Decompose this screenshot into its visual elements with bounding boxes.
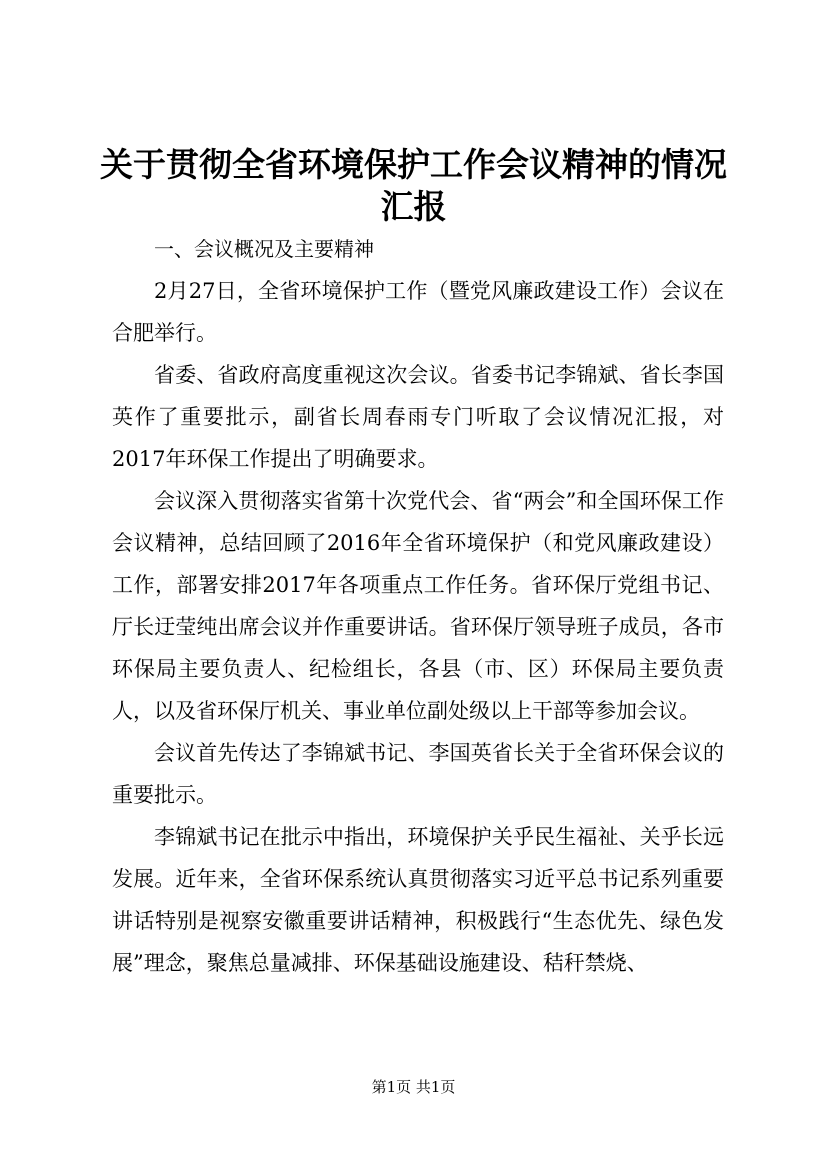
document-body [112, 228, 724, 984]
document-title: 关于贯彻全省环境保护工作会议精神的情况汇报 [100, 145, 727, 226]
page-number-footer: 第1页 共1页 [371, 1078, 456, 1096]
paragraph-4: 会议首先传达了李锦斌书记、李国英省长关于全省环保会议的重要批示。 [112, 741, 724, 807]
paragraph-1: 2月27日，全省环境保护工作（暨党风廉政建设工作）会议在合肥举行。 [112, 279, 724, 345]
paragraph-5: 李锦斌书记在批示中指出，环境保护关乎民生福祉、关乎长远发展。近年来，全省环保系统认真贯彻落实习近平总书记系列重要讲话特别是视察安徽重要讲话精神，积极践行“生态优先、绿色发展”理念，聚焦总量减排、环保基础设施建设、秸秆禁烧、 [112, 825, 724, 975]
paragraph-3: 会议深入贯彻落实省第十次党代会、省“两会”和全国环保工作会议精神，总结回顾了2016年全省环境保护（和党风廉政建设）工作，部署安排2017年各项重点工作任务。省环保厅党组书记、厅长迂莹纯出席会议并作重要讲话。省环保厅领导班子成员，各市环保局主要负责人、纪检组长，各县（市、区）环保局主要负责人，以及省环保厅机关、事业单位副处级以上干部等参加会议。 [112, 489, 724, 723]
section-heading: 一、会议概况及主要精神 [154, 237, 374, 261]
paragraph-2: 省委、省政府高度重视这次会议。省委书记李锦斌、省长李国英作了重要批示，副省长周春雨专门听取了会议情况汇报，对2017年环保工作提出了明确要求。 [112, 363, 724, 471]
